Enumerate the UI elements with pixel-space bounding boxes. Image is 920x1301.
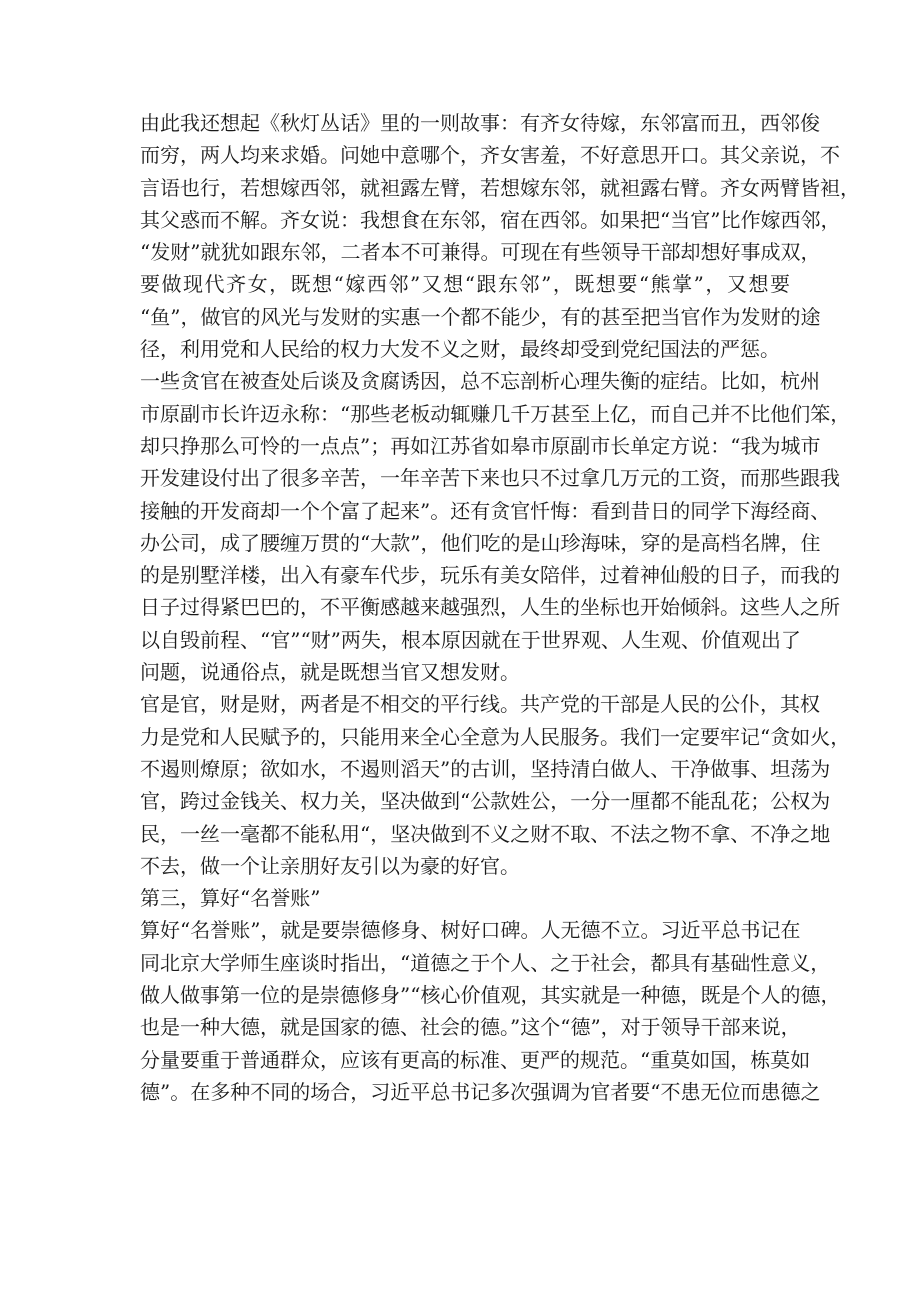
text-line: 径，利用党和人民给的权力大发不义之财，最终却受到党纪国法的严惩。 [140,337,780,362]
text-line: 官是官，财是财，两者是不相交的平行线。共产党的干部是人民的公仆，其权 [140,692,820,717]
document-body [140,107,860,1108]
text-line: 官，跨过金钱关、权力关，坚决做到“公款姓公，一分一厘都不能乱花；公权为 [140,789,831,814]
text-line: 以自毁前程、“官”“财”两失，根本原因就在于世界观、人生观、价值观出了 [140,627,801,652]
text-line: 问题，说通俗点，就是既想当官又想发财。 [140,660,520,685]
text-line: 其父惑而不解。齐女说：我想食在东邻，宿在西邻。如果把“当官”比作嫁西邻， [140,207,841,232]
text-line: 要做现代齐女，既想“嫁西邻”又想“跟东邻”，既想要“熊掌”，又想要 [140,272,790,297]
text-line: 由此我还想起《秋灯丛话》里的一则故事：有齐女待嫁，东邻富而丑，西邻俊 [140,111,820,135]
text-line: 也是一种大德，就是国家的德、社会的德。”这个“德”，对于领导干部来说， [140,1015,801,1040]
text-line: 而穷，两人均来求婚。问她中意哪个，齐女害羞，不好意思开口。其父亲说，不 [140,143,840,168]
text-line: 日子过得紧巴巴的，不平衡感越来越强烈，人生的坐标也开始倾斜。这些人之所 [140,595,840,620]
text-line: 办公司，成了腰缠万贯的“大款”，他们吃的是山珍海味，穿的是高档名牌，住 [140,530,821,555]
text-line: 的是别墅洋楼，出入有豪车代步，玩乐有美女陪伴，过着神仙般的日子，而我的 [140,563,840,588]
text-line: 一些贪官在被查处后谈及贪腐诱因，总不忘剖析心理失衡的症结。比如，杭州 [140,369,820,394]
text-line: 德”。在多种不同的场合，习近平总书记多次强调为官者要“不患无位而患德之 [140,1079,821,1104]
text-line: 不遏则燎原；欲如水，不遏则滔天”的古训，坚持清白做人、干净做事、坦荡为 [140,756,831,781]
text-line: 却只挣那么可怜的一点点”；再如江苏省如皋市原副市长单定方说：“我为城市 [140,433,821,458]
text-line: 言语也行，若想嫁西邻，就袒露左臂，若想嫁东邻，就袒露右臂。齐女两臂皆袒， [140,175,860,200]
text-line: 接触的开发商却一个个富了起来”。还有贪官忏悔：看到昔日的同学下海经商、 [140,498,831,523]
text-line: “发财”就犹如跟东邻，二者本不可兼得。可现在有些领导干部却想好事成双， [140,240,821,265]
text-line: “鱼”，做官的风光与发财的实惠一个都不能少，有的甚至把当官作为发财的途 [140,304,821,329]
text-line: 不去，做一个让亲朋好友引以为豪的好官。 [140,853,520,878]
text-line: 市原副市长许迈永称：“那些老板动辄赚几千万甚至上亿，而自己并不比他们笨， [140,401,851,426]
text-line: 做人做事第一位的是崇德修身”“核心价值观，其实就是一种德，既是个人的德， [140,983,841,1008]
section-heading: 第三，算好“名誉账” [140,886,321,911]
text-line: 民，一丝一毫都不能私用“，坚决做到不义之财不取、不法之物不拿、不净之地 [140,821,831,846]
text-line: 分量要重于普通群众，应该有更高的标准、更严的规范。“重莫如国，栋莫如 [140,1047,811,1072]
text-line: 力是党和人民赋予的，只能用来全心全意为人民服务。我们一定要牢记“贪如火， [140,724,851,749]
text-line: 算好“名誉账”，就是要崇德修身、树好口碑。人无德不立。习近平总书记在 [140,918,801,943]
text-line: 开发建设付出了很多辛苦，一年辛苦下来也只不过拿几万元的工资，而那些跟我 [140,466,840,491]
text-line: 同北京大学师生座谈时指出，“道德之于个人、之于社会，都具有基础性意义， [140,950,831,975]
